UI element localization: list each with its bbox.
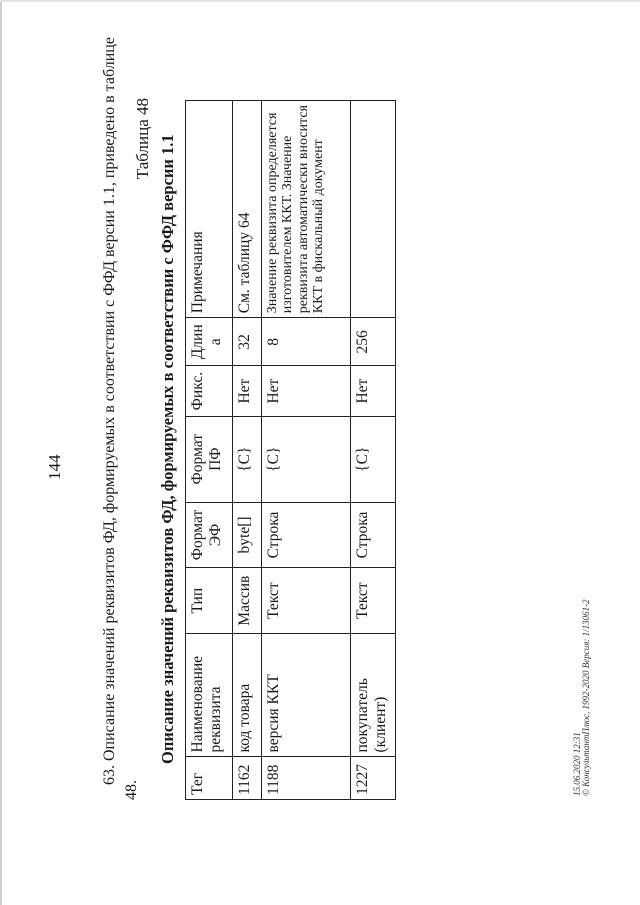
cell-fixed: Нет xyxy=(233,366,262,416)
cell-type: Текст xyxy=(262,568,351,634)
cell-format-pf: {С} xyxy=(262,416,351,502)
cell-name: код товара xyxy=(233,634,262,757)
cell-format-pf: {С} xyxy=(351,416,396,502)
print-stamp-date: 15.06.2020 12:31 xyxy=(572,732,582,796)
cell-notes: См. таблицу 64 xyxy=(233,101,262,318)
cell-length: 32 xyxy=(233,318,262,366)
table-row xyxy=(233,101,262,800)
page-number: 144 xyxy=(45,454,64,480)
column-header-format-pf: Формат ПФ xyxy=(186,416,233,502)
cell-format-ef: Строка xyxy=(351,502,396,568)
column-header-format-ef: Формат ЭФ xyxy=(186,502,233,568)
scan-top-edge xyxy=(0,0,640,2)
cell-tag: 1188 xyxy=(262,757,351,800)
requisites-table xyxy=(185,100,396,800)
cell-length: 8 xyxy=(262,318,351,366)
table-row xyxy=(262,101,351,800)
column-header-type: Тип xyxy=(186,568,233,634)
cell-fixed: Нет xyxy=(351,366,396,416)
scan-left-edge xyxy=(0,0,2,905)
cell-fixed: Нет xyxy=(262,366,351,416)
cell-name: покупатель (клиент) xyxy=(351,634,396,757)
column-header-fixed: Фикс. xyxy=(186,366,233,416)
table-header-row xyxy=(186,101,233,800)
cell-format-ef: byte[] xyxy=(233,502,262,568)
column-header-length: Длин а xyxy=(186,318,233,366)
cell-notes xyxy=(351,101,396,318)
column-header-notes: Примечания xyxy=(186,101,233,318)
cell-notes: Значение реквизита определяется изготовителем ККТ. Значение реквизита автоматически вносится ККТ в фискальный документ xyxy=(262,101,351,318)
cell-format-ef: Строка xyxy=(262,502,351,568)
table-title: Описание значений реквизитов ФД, формируемых в соответствии с ФФД версии 1.1 xyxy=(158,134,177,764)
intro-paragraph-line-2: 48. xyxy=(123,780,140,800)
cell-length: 256 xyxy=(351,318,396,366)
cell-tag: 1227 xyxy=(351,757,396,800)
cell-format-pf: {С} xyxy=(233,416,262,502)
cell-type: Массив xyxy=(233,568,262,634)
table-caption: Таблица 48 xyxy=(133,98,152,180)
cell-type: Текст xyxy=(351,568,396,634)
table-row xyxy=(351,101,396,800)
column-header-name: Наименование реквизита xyxy=(186,634,233,757)
column-header-tag: Тег xyxy=(186,757,233,800)
rotated-page xyxy=(45,37,592,860)
cell-name: версия ККТ xyxy=(262,634,351,757)
print-stamp-source: © КонсультантПлюс, 1992-2020 Версия: 1/13061-2 xyxy=(581,599,592,796)
cell-tag: 1162 xyxy=(233,757,262,800)
print-stamp xyxy=(573,599,592,796)
intro-paragraph-line-1: 63. Описание значений реквизитов ФД, формируемых в соответствии с ФФД версии 1.1, приведено в таблице xyxy=(101,37,118,785)
